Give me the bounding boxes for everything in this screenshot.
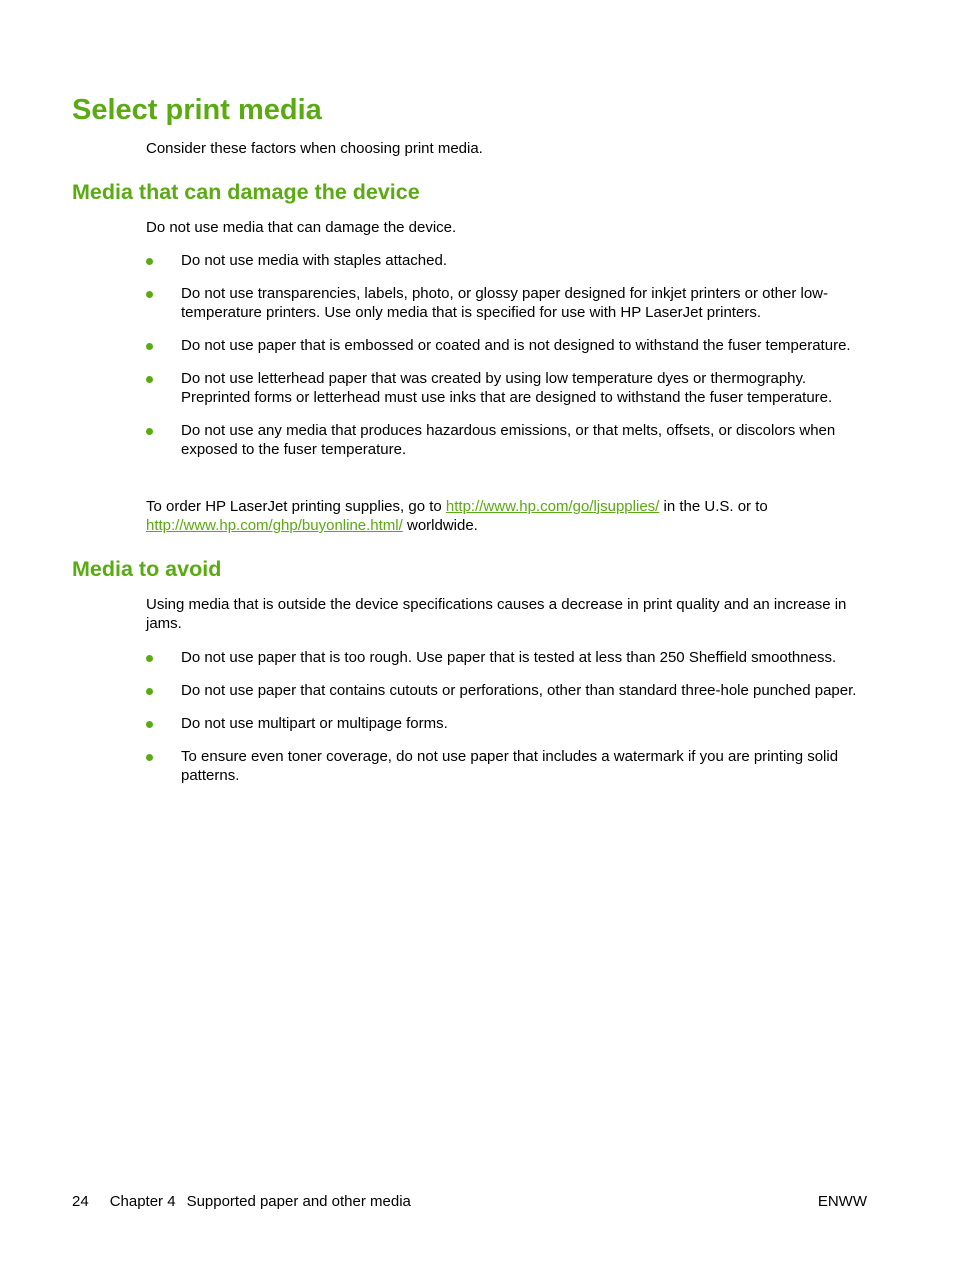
buyonline-link[interactable]: http://www.hp.com/ghp/buyonline.html/ bbox=[146, 517, 403, 534]
list-item bbox=[146, 747, 870, 785]
list-item bbox=[146, 421, 870, 459]
list-item-text: Do not use any media that produces hazardous emissions, or that melts, offsets, or discolors when exposed to the fuser temperature. bbox=[181, 422, 836, 458]
bullet-icon bbox=[146, 343, 153, 350]
section-damage-intro: Do not use media that can damage the device. bbox=[146, 219, 457, 236]
page-title: Select print media bbox=[72, 94, 322, 126]
bullet-icon bbox=[146, 655, 153, 662]
list-item-text: To ensure even toner coverage, do not use paper that includes a watermark if you are printing solid patterns. bbox=[181, 748, 839, 784]
list-item bbox=[146, 336, 870, 355]
footer-page-number: 24 bbox=[72, 1193, 89, 1210]
list-item bbox=[146, 369, 870, 407]
bullet-icon bbox=[146, 688, 153, 695]
section-avoid-intro: Using media that is outside the device specifications causes a decrease in print quality and an increase in jams. bbox=[146, 596, 847, 632]
bullet-icon bbox=[146, 428, 153, 435]
list-item-text: Do not use multipart or multipage forms. bbox=[181, 715, 448, 732]
section-heading-damage: Media that can damage the device bbox=[72, 180, 420, 204]
bullet-icon bbox=[146, 376, 153, 383]
footer-chapter-title: Supported paper and other media bbox=[186, 1193, 411, 1210]
list-item bbox=[146, 251, 870, 270]
bullet-icon bbox=[146, 258, 153, 265]
bullet-icon bbox=[146, 721, 153, 728]
footer-right bbox=[818, 1192, 867, 1211]
list-item bbox=[146, 648, 870, 667]
list-item bbox=[146, 714, 870, 733]
list-item-text: Do not use paper that contains cutouts or perforations, other than standard three-hole punched paper. bbox=[181, 682, 857, 699]
list-item-text: Do not use transparencies, labels, photo, or glossy paper designed for inkjet printers or other low-temperature printers. Use only media that is specified for use with HP LaserJet printers. bbox=[181, 285, 829, 321]
order-supplies-paragraph bbox=[146, 497, 870, 535]
intro-paragraph: Consider these factors when choosing print media. bbox=[146, 140, 483, 157]
ljsupplies-link[interactable]: http://www.hp.com/go/ljsupplies/ bbox=[445, 498, 660, 515]
list-item-text: Do not use letterhead paper that was created by using low temperature dyes or thermography. Preprinted forms or letterhead must use inks that are designed to withstand the fuser temperature. bbox=[181, 370, 833, 406]
section-heading-avoid: Media to avoid bbox=[72, 557, 222, 581]
list-item-text: Do not use paper that is embossed or coated and is not designed to withstand the fuser temperature. bbox=[181, 337, 851, 354]
order-text-before: To order HP LaserJet printing supplies, go to bbox=[146, 498, 446, 515]
bullet-icon bbox=[146, 754, 153, 761]
order-text-after: worldwide. bbox=[402, 517, 478, 534]
footer-chapter: Chapter 4 bbox=[109, 1193, 176, 1210]
list-item-text: Do not use media with staples attached. bbox=[181, 252, 447, 269]
bullet-icon bbox=[146, 291, 153, 298]
footer-locale-label: ENWW bbox=[817, 1193, 867, 1210]
list-item bbox=[146, 681, 870, 700]
avoid-bullet-list bbox=[146, 648, 870, 799]
list-item bbox=[146, 284, 870, 322]
order-text-middle: in the U.S. or to bbox=[659, 498, 768, 515]
damage-bullet-list bbox=[146, 251, 870, 473]
list-item-text: Do not use paper that is too rough. Use paper that is tested at less than 250 Sheffield smoothness. bbox=[181, 649, 837, 666]
footer-left bbox=[72, 1192, 411, 1211]
